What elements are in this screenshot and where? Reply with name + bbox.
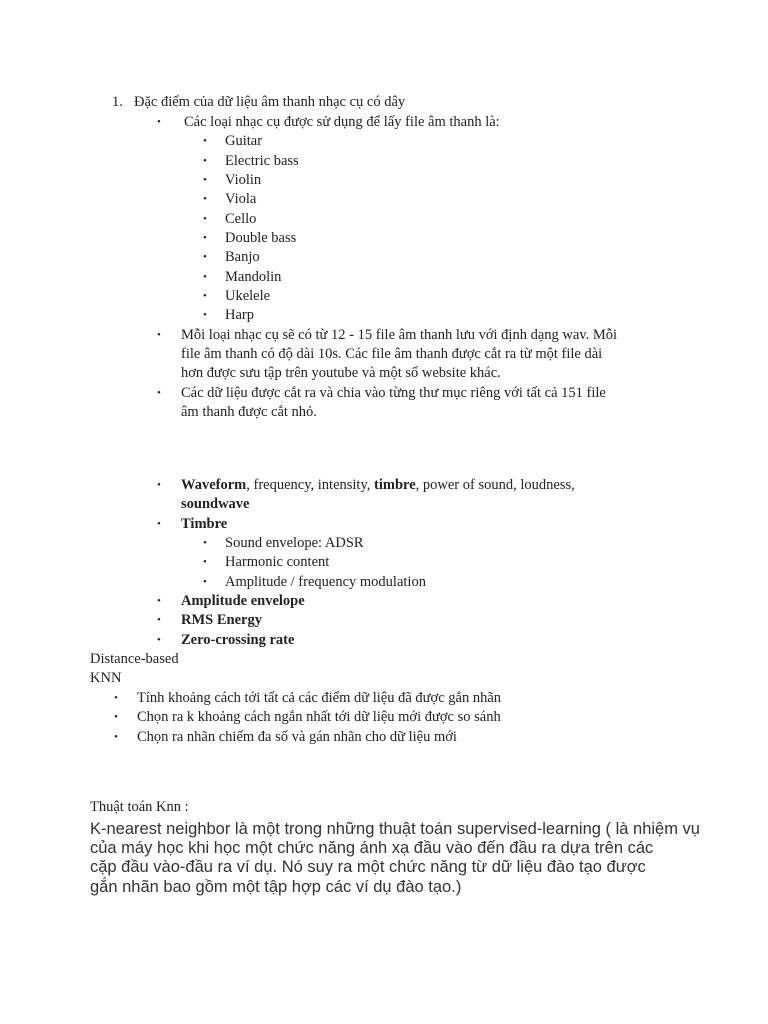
algorithm-line: gắn nhãn bao gồm một tập hợp các ví dụ đào tạo.) [90, 878, 462, 896]
bullet-icon: • [203, 213, 207, 225]
knn-step: Tính khoảng cách tới tất cả các điểm dữ liệu đã được gắn nhãn [137, 690, 502, 706]
timbre-term: timbre [374, 477, 416, 493]
zcr-term: Zero-crossing rate [181, 632, 295, 648]
bullet-icon: • [157, 595, 161, 607]
bullet-icon: • [203, 174, 207, 186]
algorithm-line: cặp đầu vào-đầu ra ví dụ. Nó suy ra một chức năng từ dữ liệu đào tạo được [90, 858, 646, 876]
folder-note-line: âm thanh được cắt nhỏ. [181, 404, 317, 420]
timbre-item: Amplitude / frequency modulation [225, 574, 426, 590]
knn-step: Chọn ra nhãn chiếm đa số và gán nhãn cho dữ liệu mới [137, 729, 457, 745]
knn-label: KNN [90, 670, 122, 686]
algorithm-title: Thuật toán Knn : [90, 799, 189, 815]
bullet-icon: • [203, 309, 207, 321]
bullet-icon: • [203, 193, 207, 205]
timbre-item: Harmonic content [225, 554, 330, 570]
instruments-intro: Các loại nhạc cụ được sử dụng để lấy file âm thanh là: [184, 114, 500, 130]
file-note-line: hơn được sưu tập trên youtube và một số website khác. [181, 365, 501, 381]
instrument-item: Cello [225, 211, 257, 227]
knn-step: Chọn ra k khoảng cách ngắn nhất tới dữ liệu mới được so sánh [137, 709, 501, 725]
instrument-item: Violin [225, 172, 262, 188]
bullet-icon: • [203, 232, 207, 244]
bullet-icon: • [157, 614, 161, 626]
rms-energy-term: RMS Energy [181, 612, 262, 628]
file-note-line: file âm thanh có độ dài 10s. Các file âm thanh được cắt ra từ một file dài [181, 346, 603, 362]
bullet-icon: • [114, 731, 118, 743]
instrument-item: Guitar [225, 133, 263, 149]
instrument-item: Banjo [225, 249, 260, 265]
bullet-icon: • [157, 387, 161, 399]
bullet-icon: • [203, 556, 207, 568]
timbre-heading: Timbre [181, 516, 228, 532]
instrument-item: Ukelele [225, 288, 271, 304]
instrument-item: Harp [225, 307, 254, 323]
bullet-icon: • [203, 155, 207, 167]
file-note-line: Mỗi loại nhạc cụ sẽ có từ 12 - 15 file âm thanh lưu với định dạng wav. Mỗi [181, 327, 618, 343]
bullet-icon: • [157, 329, 161, 341]
list-number: 1. [112, 94, 123, 110]
instrument-item: Double bass [225, 230, 297, 246]
bullet-icon: • [157, 116, 161, 128]
bullet-icon: • [114, 692, 118, 704]
algorithm-line: của máy học khi học một chức năng ánh xạ đầu vào đến đầu ra dựa trên các [90, 839, 654, 857]
bullet-icon: • [203, 135, 207, 147]
instrument-item: Viola [225, 191, 257, 207]
bullet-icon: • [203, 271, 207, 283]
instrument-item: Mandolin [225, 269, 282, 285]
folder-note-line: Các dữ liệu được cắt ra và chia vào từng thư mục riêng với tất cả 151 file [181, 385, 606, 401]
bullet-icon: • [203, 576, 207, 588]
waveform-term: Waveform [181, 477, 247, 493]
timbre-item: Sound envelope: ADSR [225, 535, 364, 551]
bullet-icon: • [157, 634, 161, 646]
instrument-item: Electric bass [225, 153, 299, 169]
soundwave-term: soundwave [181, 496, 250, 512]
bullet-icon: • [114, 711, 118, 723]
distance-label: Distance-based [90, 651, 179, 667]
bullet-icon: • [157, 518, 161, 530]
features-line: Waveform, frequency, intensity, timbre, power of sound, loudness, [181, 477, 575, 493]
algorithm-line: K-nearest neighbor là một trong những thuật toán supervised-learning ( là nhiệm vụ [90, 820, 700, 838]
amplitude-envelope-term: Amplitude envelope [181, 593, 305, 609]
bullet-icon: • [203, 290, 207, 302]
bullet-icon: • [203, 251, 207, 263]
bullet-icon: • [203, 537, 207, 549]
bullet-icon: • [157, 479, 161, 491]
section-heading: Đặc điểm của dữ liệu âm thanh nhạc cụ có dây [134, 94, 406, 110]
